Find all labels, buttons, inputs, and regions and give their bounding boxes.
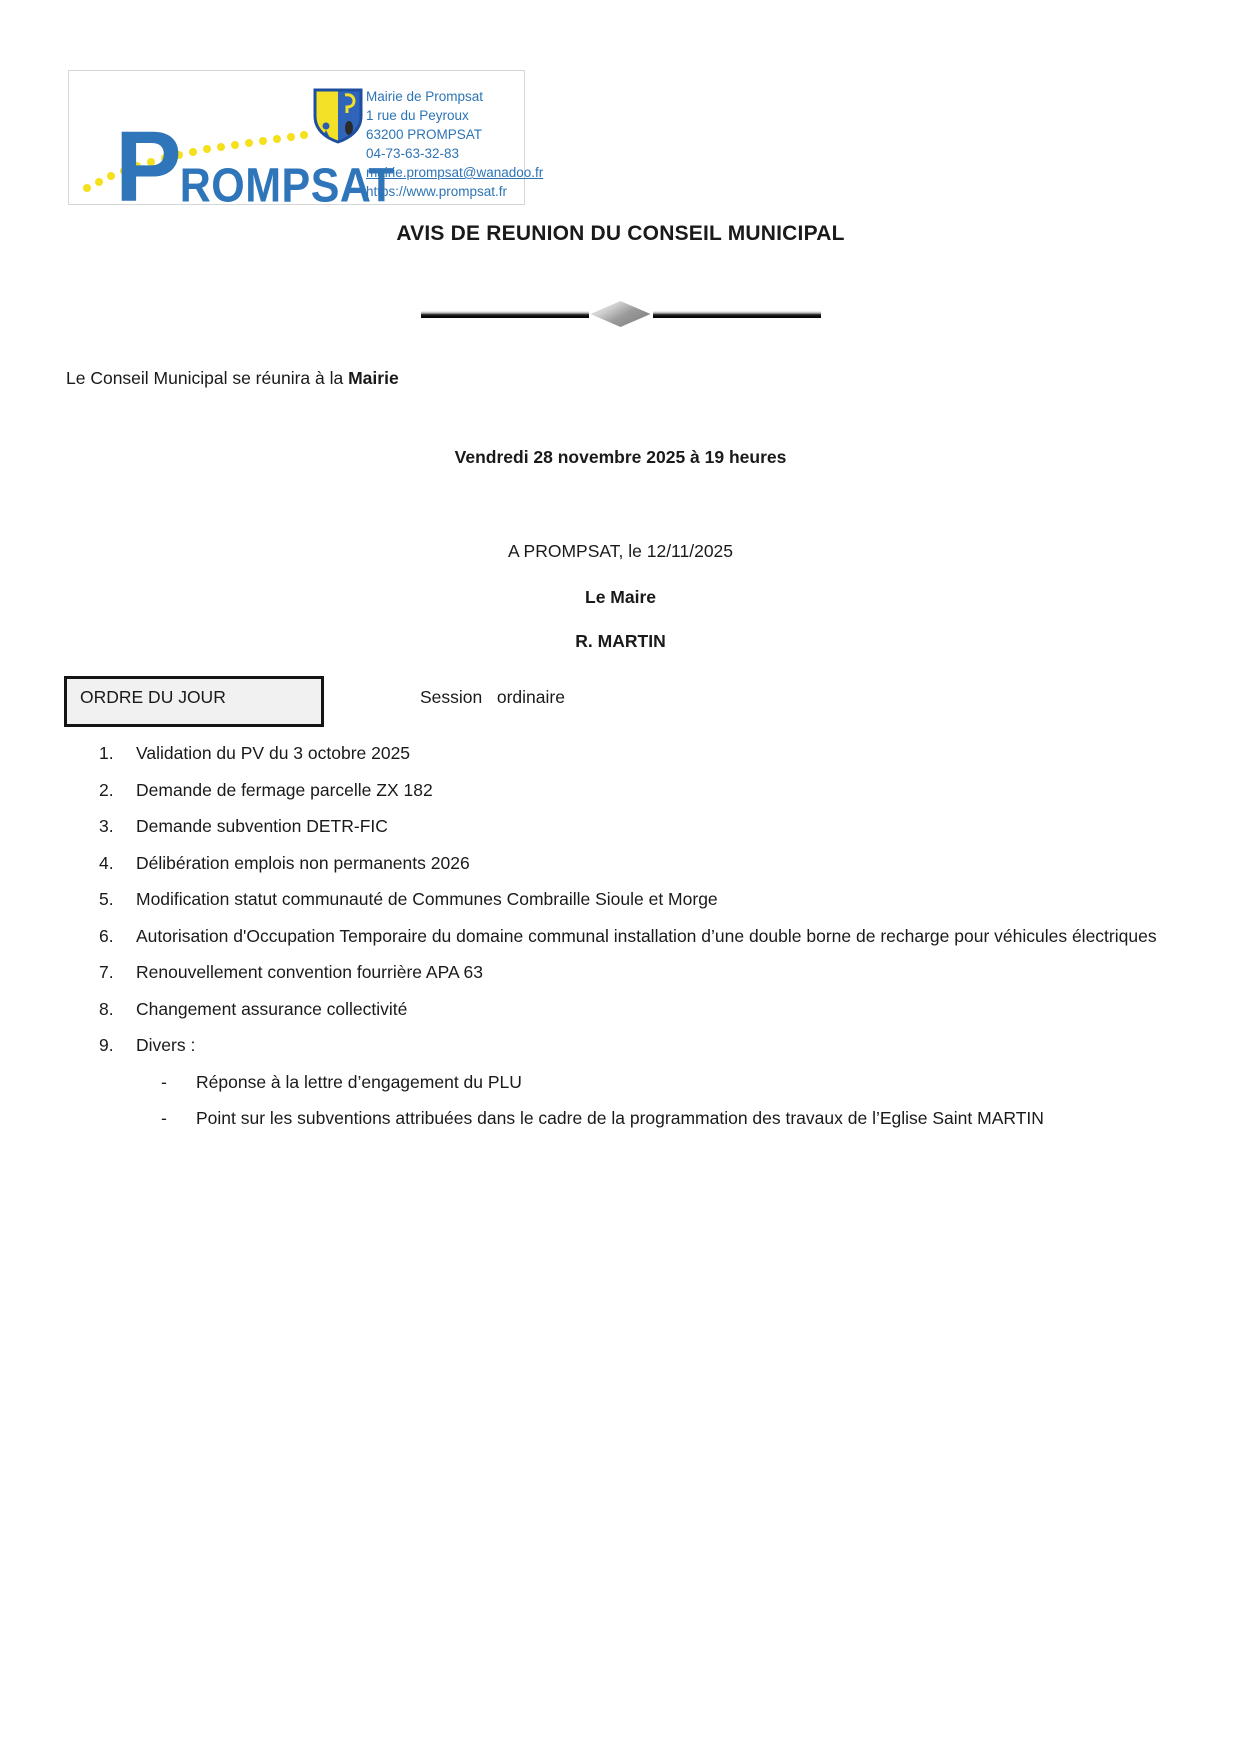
item-text: Demande subvention DETR-FIC xyxy=(136,816,388,836)
signature-name: R. MARTIN xyxy=(575,631,666,651)
ornamental-divider xyxy=(421,300,821,328)
item-text: Demande de fermage parcelle ZX 182 xyxy=(136,779,433,800)
agenda-subitem xyxy=(161,1100,1184,1137)
intro-text: Le Conseil Municipal se réunira à la xyxy=(66,368,349,388)
item-text: Validation du PV du 3 octobre 2025 xyxy=(136,743,411,763)
subitem-text: Point sur les subventions attribuées dans le cadre de la programmation des travaux de l’Eglise Saint MARTIN xyxy=(196,1108,1044,1128)
contact-website: https://www.prompsat.fr xyxy=(366,184,508,199)
prompsat-logo xyxy=(77,76,397,223)
meeting-datetime: Vendredi 28 novembre 2025 à 19 heures xyxy=(454,447,787,467)
page-title: AVIS DE REUNION DU CONSEIL MUNICIPAL xyxy=(396,222,845,245)
item-text: Autorisation d'Occupation Temporaire du domaine communal installation d’une double borne de recharge pour véhicules électriques xyxy=(136,925,1157,946)
divider-bar-left xyxy=(421,311,589,318)
agenda-item xyxy=(99,881,1184,918)
item-number: 5. xyxy=(99,889,114,909)
wordmark xyxy=(115,111,396,223)
item-text: Renouvellement convention fourrière APA 63 xyxy=(136,962,483,982)
item-text: Changement assurance collectivité xyxy=(136,998,408,1019)
item-number: 2. xyxy=(99,779,114,800)
session-type: Session ordinaire xyxy=(420,687,565,707)
contact-email-link[interactable]: mairie.prompsat@wanadoo.fr xyxy=(366,165,544,180)
item-number: 7. xyxy=(99,962,114,982)
item-number: 3. xyxy=(99,816,114,836)
subitem-bullet: - xyxy=(161,1108,167,1128)
contact-block xyxy=(366,87,544,201)
intro-line xyxy=(66,368,399,389)
agenda-item xyxy=(99,772,1184,809)
contact-phone: 04-73-63-32-83 xyxy=(366,146,460,161)
contact-street: 1 rue du Peyroux xyxy=(366,108,469,123)
wordmark-rest: ROMPSAT xyxy=(179,158,396,213)
signature-role: Le Maire xyxy=(585,587,656,607)
agenda-item xyxy=(99,918,1184,955)
divider-bar-right xyxy=(653,311,821,318)
item-number: 6. xyxy=(99,925,114,946)
agenda-item xyxy=(99,735,1184,772)
agenda-item xyxy=(99,954,1184,991)
agenda-item xyxy=(99,808,1184,845)
agenda-item xyxy=(99,845,1184,882)
subitem-text: Réponse à la lettre d’engagement du PLU xyxy=(196,1071,522,1092)
agenda-subitem xyxy=(161,1064,1184,1101)
letterhead xyxy=(68,70,544,223)
agenda-item xyxy=(99,1027,1184,1064)
agenda-list xyxy=(99,735,1184,1137)
item-number: 9. xyxy=(99,1035,114,1055)
item-text: Divers : xyxy=(136,1035,196,1055)
item-number: 8. xyxy=(99,998,114,1019)
dateline: A PROMPSAT, le 12/11/2025 xyxy=(507,541,734,561)
agenda-item xyxy=(99,991,1184,1028)
contact-name: Mairie de Prompsat xyxy=(366,89,484,104)
item-text: Modification statut communauté de Communes Combraille Sioule et Morge xyxy=(136,889,718,909)
item-text: Délibération emplois non permanents 2026 xyxy=(136,852,470,873)
intro-location: Mairie xyxy=(348,368,399,388)
subitem-bullet: - xyxy=(161,1071,167,1092)
divider-diamond-icon xyxy=(591,301,651,327)
contact-city: 63200 PROMPSAT xyxy=(366,127,483,142)
wordmark-initial: P xyxy=(115,111,180,223)
agenda-box-label: ORDRE DU JOUR xyxy=(64,676,324,727)
item-number: 4. xyxy=(99,852,114,873)
item-number: 1. xyxy=(99,743,114,763)
